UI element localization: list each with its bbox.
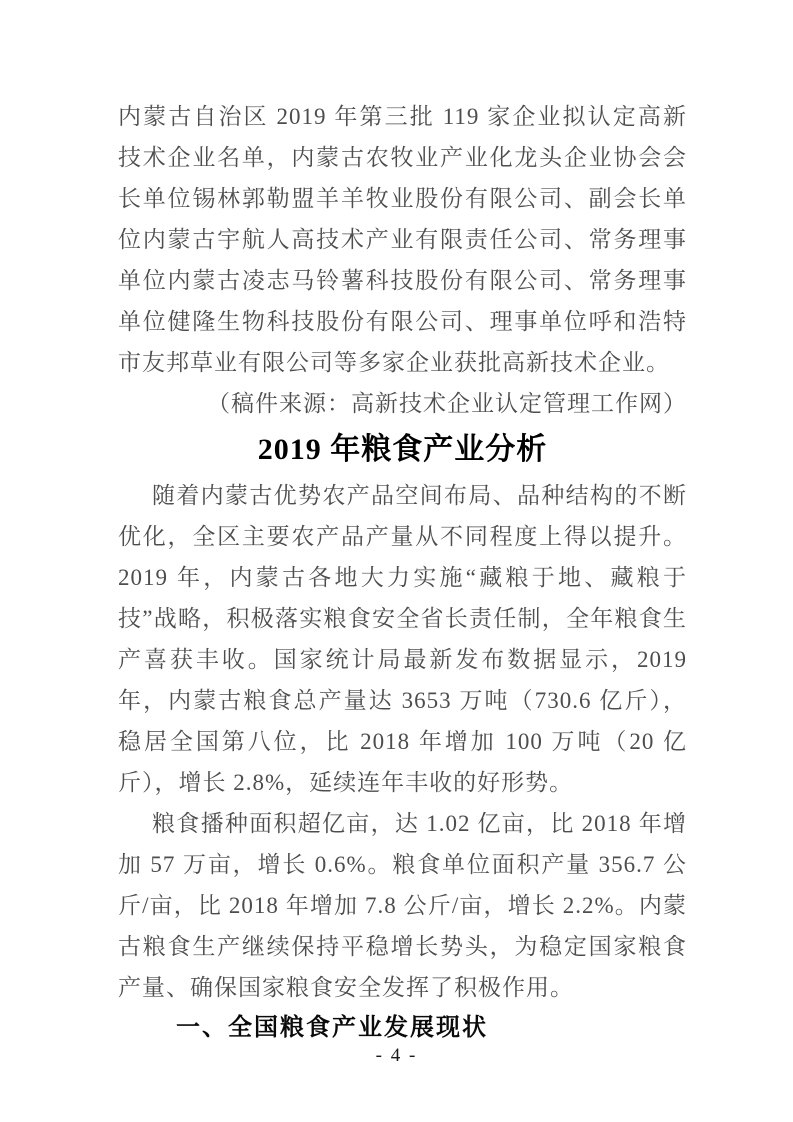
article-title: 2019 年粮食产业分析 — [257, 433, 548, 466]
paragraph-sown-area: 粮食播种面积超亿亩，达 1.02 亿亩，比 2018 年增加 57 万亩，增长 0.6%。粮食单位面积产量 356.7 公斤/亩，比 2018 年增加 7.8 公斤/亩，增长 2.2%。内蒙古粮食生产继续保持平稳增长势头，为稳定国家粮食产量、确保国家粮食安全发挥了积极作用。 — [118, 811, 687, 1000]
page-number: - 4 - — [375, 1045, 418, 1066]
paragraph-grain-overview: 随着内蒙古优势农产品空间布局、品种结构的不断优化，全区主要农产品产量从不同程度上得以提升。2019 年，内蒙古各地大力实施“藏粮于地、藏粮于技”战略，积极落实粮食安全省长责任制，全年粮食生产喜获丰收。国家统计局最新发布数据显示，2019 年，内蒙古粮食总产量达 3653 万吨（730.6 亿斤），稳居全国第八位，比 2018 年增加 100 万吨（20 亿斤），增长 2.8%，延续连年丰收的好形势。 — [118, 483, 687, 795]
paragraph-hightech-companies: 内蒙古自治区 2019 年第三批 119 家企业拟认定高新技术企业名单，内蒙古农牧业产业化龙头企业协会会长单位锡林郭勒盟羊羊牧业股份有限公司、副会长单位内蒙古宇航人高技术产业有限责任公司、常务理事单位内蒙古凌志马铃薯科技股份有限公司、常务理事单位健隆生物科技股份有限公司、理事单位呼和浩特市友邦草业有限公司等多家企业获批高新技术企业。 — [118, 104, 687, 375]
section-heading-national-grain-status: 一、全国粮食产业发展现状 — [176, 1015, 488, 1041]
page-content — [118, 96, 687, 1049]
source-attribution: （稿件来源：高新技术企业认定管理工作网） — [207, 391, 687, 416]
